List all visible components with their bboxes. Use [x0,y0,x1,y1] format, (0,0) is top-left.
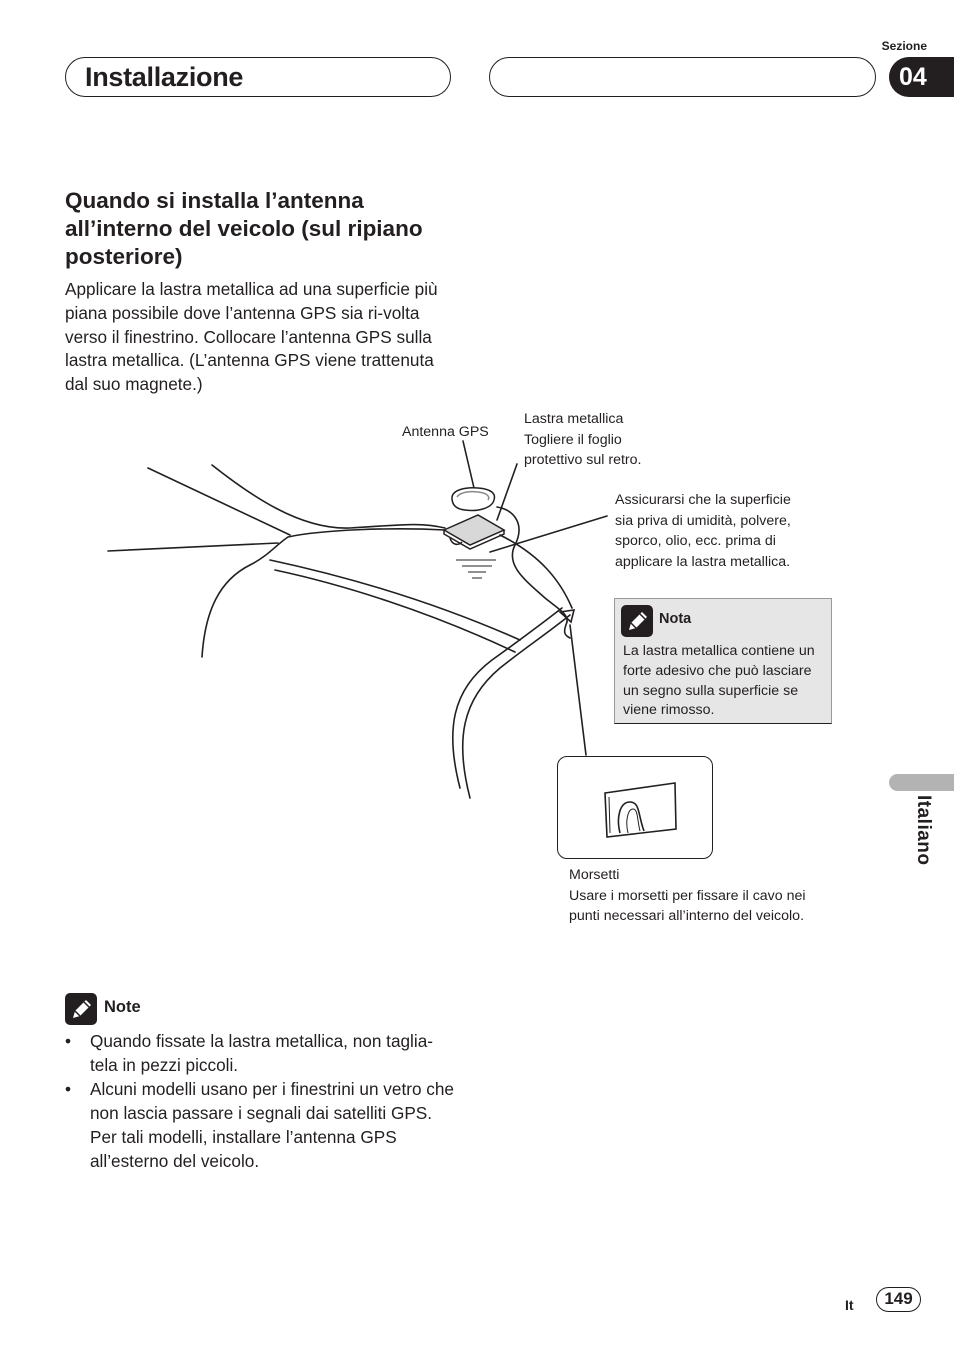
list-item: • Quando fissate la lastra metallica, non taglia-tela in pezzi piccoli. [65,1029,460,1077]
list-item: • Alcuni modelli usano per i finestrini un vetro che non lascia passare i segnali dai satelliti GPS. Per tali modelli, installare l’antenna GPS all’esterno del veicolo. [65,1077,460,1173]
window-line-upper [148,468,290,535]
gps-antenna-icon [452,488,494,511]
section-number-badge: 04 [889,57,954,97]
plate-caption: Lastra metallica Togliere il foglio protettivo sul retro. [524,411,642,468]
clamp-caption: Morsetti Usare i morsetti per fissare il cavo nei punti necessari all’interno del veicolo. [569,867,806,924]
pencil-note-icon [621,605,653,637]
window-line-lower [108,543,278,551]
language-label: Italiano [913,795,934,866]
language-tab [889,774,954,791]
language-code: It [845,1297,854,1313]
intro-paragraph: Applicare la lastra metallica ad una superficie più piana possibile dove l’antenna GPS sia ri-volta verso il finestrino. Collocare l’antenna GPS sulla lastra metallica. (L’antenna GPS viene trattenuta dal suo magnete.) [65,279,438,395]
nota-title: Nota [659,611,692,627]
pencil-note-icon [65,993,97,1025]
nota-box [614,598,832,724]
nota-body: La lastra metallica contiene un forte adesivo che può lasciare un segno sulla superficie se viene rimosso. [623,643,815,719]
note-list [65,1029,460,1173]
surface-marks [456,560,496,578]
section-label: Sezione [881,39,927,53]
note-title: Note [104,998,141,1016]
page-title: Installazione [85,62,244,92]
antenna-caption: Antenna GPS [402,424,489,440]
section-heading: Quando si installa l’antenna all’interno del veicolo (sul ripiano posteriore) [65,188,423,269]
clamp-illustration-box [557,756,713,859]
metal-plate-icon [444,515,504,549]
surface-caption: Assicurarsi che la superficie sia priva di umidità, polvere, sporco, olio, ecc. prima di applicare la lastra metallica. [615,492,791,570]
page-number: 149 [876,1287,921,1312]
clamp-icon [558,757,714,860]
